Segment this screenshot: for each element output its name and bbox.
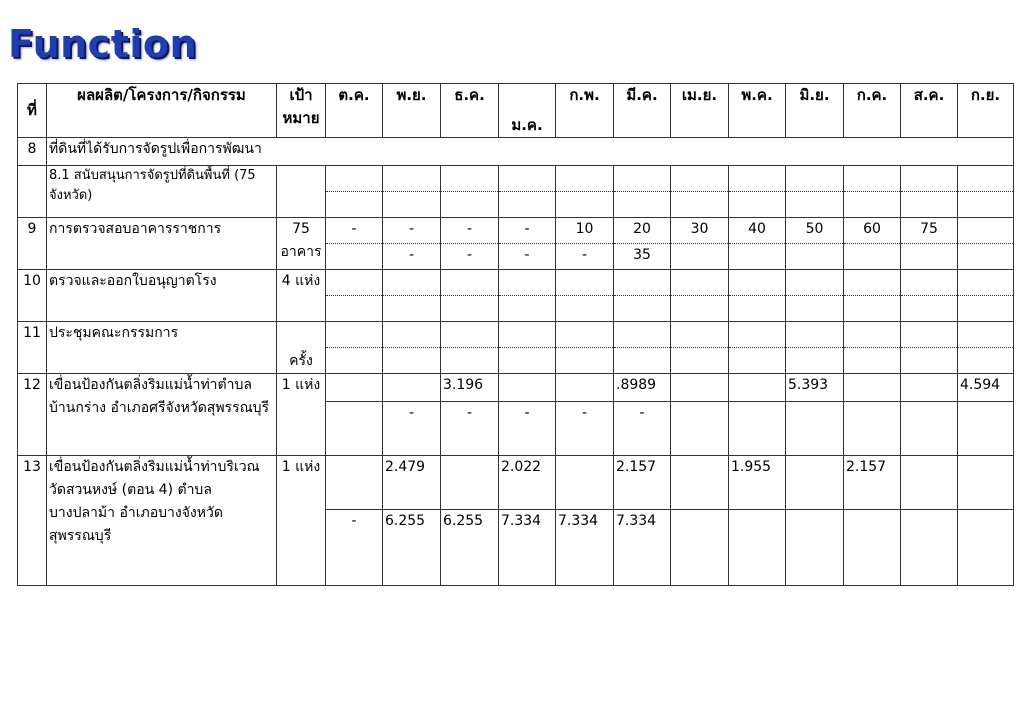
plan-cell: .8989 xyxy=(614,374,671,402)
actual-cell: - xyxy=(441,402,499,456)
plan-cell xyxy=(958,456,1014,510)
table-row xyxy=(18,456,1014,510)
row-number: 11 xyxy=(18,322,47,374)
plan-cell: 60 xyxy=(844,218,901,244)
header-month-dec: ธ.ค. xyxy=(441,84,499,138)
table-row xyxy=(18,322,1014,348)
row-item: การตรวจสอบอาคารราชการ xyxy=(47,218,277,270)
header-item: ผลผลิต/โครงการ/กิจกรรม xyxy=(47,84,277,138)
actual-cell: - xyxy=(326,510,383,586)
plan-cell: 30 xyxy=(671,218,729,244)
plan-cell: 3.196 xyxy=(441,374,499,402)
actual-cell: - xyxy=(499,244,556,270)
table-row xyxy=(18,138,1014,166)
row-target: 4 แห่ง xyxy=(277,270,326,322)
actual-cell: 7.334 xyxy=(614,510,671,586)
plan-cell xyxy=(901,374,958,402)
plan-cell: 4.594 xyxy=(958,374,1014,402)
actual-cell xyxy=(958,244,1014,270)
plan-cell xyxy=(671,456,729,510)
plan-cell: - xyxy=(383,218,441,244)
plan-cell: 1.955 xyxy=(729,456,786,510)
actual-cell xyxy=(786,244,844,270)
actual-cell: - xyxy=(441,244,499,270)
plan-cell xyxy=(671,374,729,402)
page-title: Function xyxy=(8,22,198,66)
plan-cell xyxy=(326,374,383,402)
header-month-sep: ก.ย. xyxy=(958,84,1014,138)
header-month-feb: ก.พ. xyxy=(556,84,614,138)
header-month-may: พ.ค. xyxy=(729,84,786,138)
actual-cell xyxy=(901,510,958,586)
actual-cell: 6.255 xyxy=(441,510,499,586)
header-month-aug: ส.ค. xyxy=(901,84,958,138)
plan-cell: 50 xyxy=(786,218,844,244)
row-item: เขื่อนป้องกันตลิ่งริมแม่น้ำท่าบริเวณวัดสวนหงษ์ (ตอน 4) ตำบลบางปลาม้า อำเภอบางจังหวัดสุพรรณบุรี xyxy=(47,456,277,586)
row-number: 9 xyxy=(18,218,47,270)
row-item: ที่ดินที่ได้รับการจัดรูปเพื่อการพัฒนา xyxy=(47,138,1014,166)
header-month-mar: มี.ค. xyxy=(614,84,671,138)
plan-cell xyxy=(383,374,441,402)
actual-cell: - xyxy=(556,244,614,270)
plan-cell: 40 xyxy=(729,218,786,244)
header-no: ที่ xyxy=(18,84,47,138)
header-month-nov: พ.ย. xyxy=(383,84,441,138)
row-target: ครั้ง xyxy=(277,322,326,374)
table-row xyxy=(18,218,1014,244)
plan-cell: 10 xyxy=(556,218,614,244)
row-item: เขื่อนป้องกันตลิ่งริมแม่น้ำท่าตำบลบ้านกร่าง อำเภอศรีจังหวัดสุพรรณบุรี xyxy=(47,374,277,456)
row-item: ตรวจและออกใบอนุญาตโรง xyxy=(47,270,277,322)
plan-cell xyxy=(556,456,614,510)
row-target: 1 แห่ง xyxy=(277,456,326,586)
plan-cell xyxy=(441,456,499,510)
actual-cell xyxy=(326,402,383,456)
header-month-oct: ต.ค. xyxy=(326,84,383,138)
actual-cell: 6.255 xyxy=(383,510,441,586)
row-number: 12 xyxy=(18,374,47,456)
plan-cell: - xyxy=(326,218,383,244)
actual-cell: - xyxy=(499,402,556,456)
header-month-jun: มิ.ย. xyxy=(786,84,844,138)
plan-cell: 5.393 xyxy=(786,374,844,402)
plan-cell: 2.022 xyxy=(499,456,556,510)
header-month-jan: ม.ค. xyxy=(499,84,556,138)
plan-cell: 2.479 xyxy=(383,456,441,510)
plan-cell: - xyxy=(499,218,556,244)
actual-cell: - xyxy=(383,402,441,456)
plan-cell xyxy=(901,456,958,510)
actual-cell: 35 xyxy=(614,244,671,270)
plan-cell xyxy=(499,374,556,402)
header-month-jul: ก.ค. xyxy=(844,84,901,138)
row-target: 1 แห่ง xyxy=(277,374,326,456)
actual-cell: - xyxy=(383,244,441,270)
plan-cell xyxy=(326,456,383,510)
table-row xyxy=(18,166,1014,192)
actual-cell xyxy=(901,402,958,456)
actual-cell xyxy=(729,402,786,456)
header-target: เป้าหมาย xyxy=(277,84,326,138)
actual-cell: - xyxy=(556,402,614,456)
actual-cell: 7.334 xyxy=(556,510,614,586)
plan-cell: - xyxy=(441,218,499,244)
row-number: 8 xyxy=(18,138,47,166)
row-number: 13 xyxy=(18,456,47,586)
plan-cell xyxy=(786,456,844,510)
actual-cell xyxy=(786,510,844,586)
actual-cell xyxy=(326,244,383,270)
actual-cell xyxy=(844,244,901,270)
actual-cell xyxy=(844,510,901,586)
actual-cell xyxy=(844,402,901,456)
row-number: 10 xyxy=(18,270,47,322)
row-item: 8.1 สนับสนุนการจัดรูปที่ดินพื้นที่ (75 จังหวัด) xyxy=(47,166,277,218)
actual-cell xyxy=(958,510,1014,586)
plan-cell xyxy=(958,218,1014,244)
actual-cell xyxy=(729,244,786,270)
plan-cell: 20 xyxy=(614,218,671,244)
actual-cell xyxy=(786,402,844,456)
actual-cell xyxy=(671,244,729,270)
plan-cell: 75 xyxy=(901,218,958,244)
actual-cell: - xyxy=(614,402,671,456)
actual-cell xyxy=(901,244,958,270)
plan-cell: 2.157 xyxy=(844,456,901,510)
plan-cell xyxy=(556,374,614,402)
actual-cell xyxy=(671,402,729,456)
actual-cell xyxy=(671,510,729,586)
plan-cell: 2.157 xyxy=(614,456,671,510)
plan-cell xyxy=(729,374,786,402)
table-row xyxy=(18,270,1014,296)
row-item: ประชุมคณะกรรมการ xyxy=(47,322,277,374)
actual-cell xyxy=(958,402,1014,456)
actual-cell xyxy=(729,510,786,586)
actual-cell: 7.334 xyxy=(499,510,556,586)
plan-cell xyxy=(844,374,901,402)
report-table xyxy=(17,83,1014,586)
header-month-apr: เม.ย. xyxy=(671,84,729,138)
table-header xyxy=(18,84,1014,138)
row-target: 75 อาคาร xyxy=(277,218,326,270)
table-row xyxy=(18,374,1014,402)
